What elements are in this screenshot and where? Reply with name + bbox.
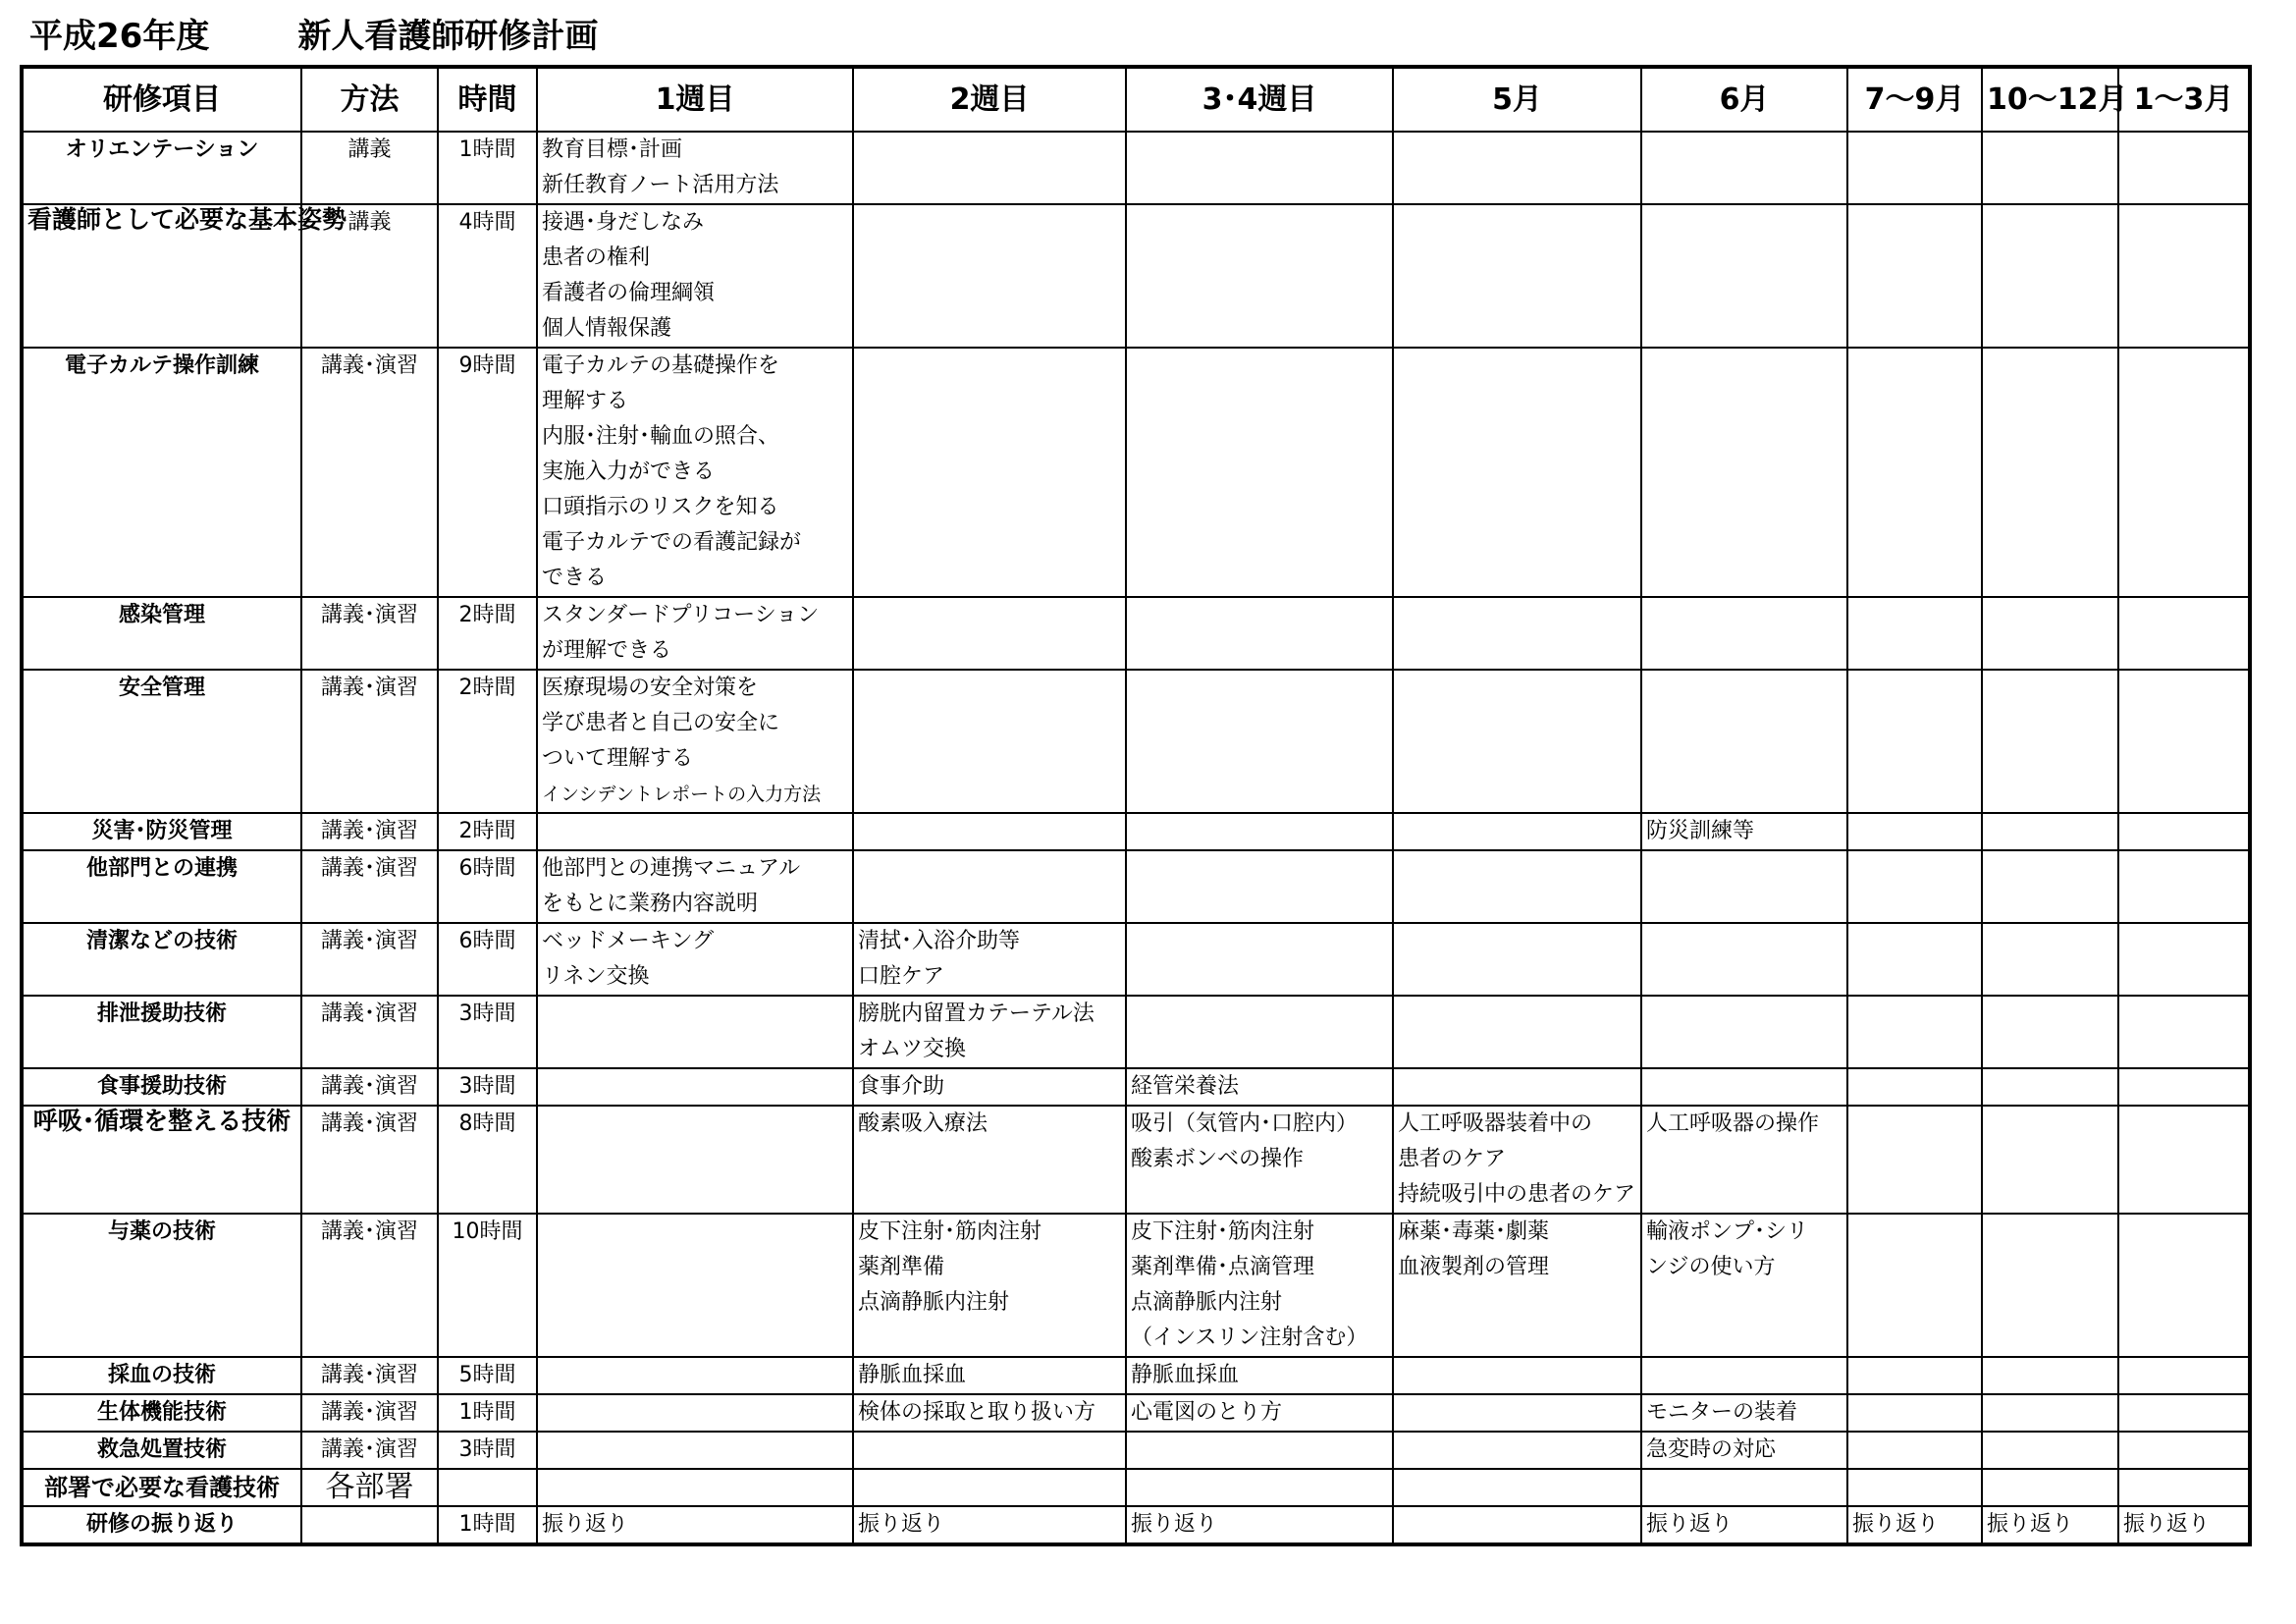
title-name: 新人看護師研修計画 — [297, 16, 599, 56]
schedule-cell-may — [1393, 1469, 1641, 1506]
schedule-cell-jul-sep — [1847, 996, 1982, 1068]
schedule-cell-week2 — [853, 923, 1126, 996]
schedule-cell-jul-sep — [1847, 1469, 1982, 1506]
header-week1: 1週目 — [537, 67, 853, 132]
table-row — [22, 1394, 2250, 1432]
schedule-cell-week34 — [1126, 1068, 1393, 1106]
schedule-cell-week1 — [537, 348, 853, 597]
schedule-cell-jul-sep — [1847, 1106, 1982, 1214]
schedule-line: 人工呼吸器装着中の — [1398, 1111, 1593, 1136]
schedule-cell-week1 — [537, 850, 853, 923]
schedule-cell-week1 — [537, 597, 853, 670]
schedule-cell-week2 — [853, 996, 1126, 1068]
schedule-line: 患者のケア — [1398, 1147, 1507, 1171]
schedule-cell-may — [1393, 1506, 1641, 1544]
training-item: 他部門との連携 — [22, 850, 301, 923]
schedule-cell-june — [1641, 1432, 1847, 1469]
method-cell: 講義･演習 — [301, 1432, 438, 1469]
schedule-line: 経管栄養法 — [1131, 1074, 1240, 1099]
schedule-cell-june — [1641, 348, 1847, 597]
schedule-line: 静脈血採血 — [1131, 1363, 1240, 1387]
table-row — [22, 597, 2250, 670]
schedule-cell-jul-sep — [1847, 1432, 1982, 1469]
schedule-cell-jul-sep — [1847, 1068, 1982, 1106]
schedule-cell-may — [1393, 1068, 1641, 1106]
schedule-cell-june — [1641, 1394, 1847, 1432]
time-cell: 6時間 — [438, 923, 537, 996]
time-cell: 8時間 — [438, 1106, 537, 1214]
schedule-line: 理解する — [542, 389, 629, 413]
schedule-cell-jan-mar — [2118, 670, 2250, 813]
schedule-line: 電子カルテの基礎操作を — [542, 353, 780, 378]
method-cell: 講義 — [301, 132, 438, 204]
schedule-cell-week1 — [537, 923, 853, 996]
time-cell: 4時間 — [438, 204, 537, 348]
schedule-line: 教育目標･計画 — [542, 137, 683, 162]
schedule-cell-week34 — [1126, 1357, 1393, 1394]
schedule-cell-oct-dec — [1982, 813, 2118, 850]
table-row — [22, 1068, 2250, 1106]
schedule-line: 個人情報保護 — [542, 316, 672, 341]
table-row — [22, 132, 2250, 204]
schedule-cell-oct-dec — [1982, 597, 2118, 670]
time-cell — [438, 1469, 537, 1506]
header-item: 研修項目 — [22, 67, 301, 132]
schedule-cell-week2 — [853, 850, 1126, 923]
header-week34: 3･4週目 — [1126, 67, 1393, 132]
schedule-line: 口腔ケア — [858, 964, 945, 989]
training-item: 排泄援助技術 — [22, 996, 301, 1068]
schedule-cell-oct-dec — [1982, 132, 2118, 204]
training-item: 看護師として必要な基本姿勢 — [22, 204, 301, 348]
document-title — [29, 8, 598, 57]
schedule-line: 急変時の対応 — [1646, 1437, 1777, 1462]
schedule-cell-may — [1393, 1394, 1641, 1432]
table-row — [22, 1506, 2250, 1544]
method-cell: 講義･演習 — [301, 670, 438, 813]
schedule-cell-week2 — [853, 1357, 1126, 1394]
schedule-cell-may — [1393, 204, 1641, 348]
schedule-cell-jan-mar — [2118, 1394, 2250, 1432]
schedule-cell-may — [1393, 132, 1641, 204]
schedule-line: 振り返り — [858, 1512, 945, 1537]
schedule-line: 心電図のとり方 — [1131, 1400, 1283, 1425]
schedule-cell-week34 — [1126, 132, 1393, 204]
table-row — [22, 1106, 2250, 1214]
schedule-cell-week2 — [853, 1106, 1126, 1214]
schedule-cell-jan-mar — [2118, 597, 2250, 670]
schedule-line: スタンダードプリコーション — [542, 603, 820, 627]
schedule-line: 新任教育ノート活用方法 — [542, 173, 779, 197]
schedule-line: モニターの装着 — [1646, 1400, 1798, 1425]
schedule-cell-may — [1393, 670, 1641, 813]
schedule-cell-week34 — [1126, 1106, 1393, 1214]
schedule-line: 血液製剤の管理 — [1398, 1255, 1550, 1279]
training-item: 呼吸･循環を整える技術 — [22, 1106, 301, 1214]
schedule-line: 振り返り — [1852, 1512, 1940, 1537]
training-item: 災害･防災管理 — [22, 813, 301, 850]
schedule-cell-week34 — [1126, 348, 1393, 597]
training-item: 研修の振り返り — [22, 1506, 301, 1544]
schedule-cell-june — [1641, 1106, 1847, 1214]
schedule-cell-week1 — [537, 204, 853, 348]
training-plan-table — [20, 65, 2252, 1546]
schedule-line: 振り返り — [1131, 1512, 1218, 1537]
schedule-line: 皮下注射･筋肉注射 — [1131, 1219, 1315, 1244]
schedule-cell-week1 — [537, 1432, 853, 1469]
schedule-cell-oct-dec — [1982, 1469, 2118, 1506]
training-item: オリエンテーション — [22, 132, 301, 204]
table-row — [22, 923, 2250, 996]
schedule-line: 清拭･入浴介助等 — [858, 929, 1021, 953]
schedule-cell-jul-sep — [1847, 1357, 1982, 1394]
table-row — [22, 1469, 2250, 1506]
schedule-cell-week2 — [853, 813, 1126, 850]
schedule-line: インシデントレポートの入力方法 — [542, 784, 822, 805]
time-cell: 5時間 — [438, 1357, 537, 1394]
schedule-cell-week1 — [537, 1506, 853, 1544]
schedule-cell-june — [1641, 850, 1847, 923]
time-cell: 2時間 — [438, 813, 537, 850]
schedule-line: 食事介助 — [858, 1074, 945, 1099]
time-cell: 3時間 — [438, 1432, 537, 1469]
schedule-cell-week2 — [853, 1214, 1126, 1357]
schedule-cell-week1 — [537, 1394, 853, 1432]
schedule-cell-jan-mar — [2118, 1469, 2250, 1506]
schedule-cell-june — [1641, 1357, 1847, 1394]
schedule-cell-june — [1641, 132, 1847, 204]
schedule-line: 振り返り — [542, 1512, 629, 1537]
schedule-line: 看護者の倫理綱領 — [542, 281, 716, 305]
schedule-cell-june — [1641, 923, 1847, 996]
schedule-cell-week2 — [853, 348, 1126, 597]
schedule-cell-oct-dec — [1982, 996, 2118, 1068]
schedule-cell-may — [1393, 597, 1641, 670]
training-item: 部署で必要な看護技術 — [22, 1469, 301, 1506]
table-row — [22, 1357, 2250, 1394]
table-row — [22, 996, 2250, 1068]
schedule-cell-week34 — [1126, 1506, 1393, 1544]
schedule-line: 薬剤準備 — [858, 1255, 945, 1279]
schedule-line: できる — [542, 566, 608, 590]
schedule-cell-jul-sep — [1847, 1506, 1982, 1544]
schedule-line: 防災訓練等 — [1646, 819, 1755, 843]
schedule-line: 振り返り — [1987, 1512, 2074, 1537]
schedule-cell-week34 — [1126, 1394, 1393, 1432]
training-item: 救急処置技術 — [22, 1432, 301, 1469]
schedule-line: をもとに業務内容説明 — [542, 892, 759, 916]
schedule-cell-oct-dec — [1982, 1394, 2118, 1432]
time-cell: 1時間 — [438, 1506, 537, 1544]
header-method: 方法 — [301, 67, 438, 132]
schedule-cell-may — [1393, 996, 1641, 1068]
schedule-cell-june — [1641, 996, 1847, 1068]
method-cell: 講義･演習 — [301, 813, 438, 850]
schedule-cell-week1 — [537, 670, 853, 813]
schedule-cell-jan-mar — [2118, 1106, 2250, 1214]
time-cell: 2時間 — [438, 597, 537, 670]
schedule-cell-may — [1393, 923, 1641, 996]
schedule-line: 吸引（気管内･口腔内） — [1131, 1111, 1359, 1136]
schedule-cell-may — [1393, 348, 1641, 597]
time-cell: 1時間 — [438, 1394, 537, 1432]
schedule-cell-oct-dec — [1982, 670, 2118, 813]
schedule-cell-oct-dec — [1982, 348, 2118, 597]
header-jul-sep: 7～9月 — [1847, 67, 1982, 132]
schedule-cell-june — [1641, 1068, 1847, 1106]
schedule-cell-jul-sep — [1847, 597, 1982, 670]
header-row — [22, 67, 2250, 132]
schedule-cell-may — [1393, 850, 1641, 923]
schedule-cell-june — [1641, 1469, 1847, 1506]
training-item: 採血の技術 — [22, 1357, 301, 1394]
schedule-cell-oct-dec — [1982, 1506, 2118, 1544]
schedule-cell-jul-sep — [1847, 1394, 1982, 1432]
schedule-cell-week34 — [1126, 996, 1393, 1068]
schedule-cell-jul-sep — [1847, 348, 1982, 597]
schedule-line: 振り返り — [2123, 1512, 2211, 1537]
schedule-line: 患者の権利 — [542, 245, 651, 270]
schedule-line: 実施入力ができる — [542, 460, 716, 484]
table-row — [22, 1432, 2250, 1469]
schedule-cell-june — [1641, 1214, 1847, 1357]
schedule-cell-jan-mar — [2118, 1506, 2250, 1544]
schedule-cell-june — [1641, 670, 1847, 813]
header-may: 5月 — [1393, 67, 1641, 132]
header-june: 6月 — [1641, 67, 1847, 132]
schedule-cell-oct-dec — [1982, 1068, 2118, 1106]
schedule-cell-jan-mar — [2118, 923, 2250, 996]
schedule-cell-week1 — [537, 1469, 853, 1506]
schedule-cell-oct-dec — [1982, 850, 2118, 923]
schedule-line: ベッドメーキング — [542, 929, 715, 953]
method-cell: 講義･演習 — [301, 1214, 438, 1357]
schedule-cell-jan-mar — [2118, 204, 2250, 348]
schedule-cell-jan-mar — [2118, 850, 2250, 923]
time-cell: 6時間 — [438, 850, 537, 923]
schedule-cell-week1 — [537, 132, 853, 204]
schedule-cell-jan-mar — [2118, 996, 2250, 1068]
schedule-cell-week34 — [1126, 1214, 1393, 1357]
schedule-line: 医療現場の安全対策を — [542, 676, 759, 700]
time-cell: 1時間 — [438, 132, 537, 204]
schedule-cell-week1 — [537, 1214, 853, 1357]
schedule-cell-may — [1393, 1214, 1641, 1357]
time-cell: 3時間 — [438, 1068, 537, 1106]
schedule-cell-week34 — [1126, 813, 1393, 850]
schedule-cell-jul-sep — [1847, 850, 1982, 923]
schedule-cell-jan-mar — [2118, 1214, 2250, 1357]
schedule-cell-jan-mar — [2118, 132, 2250, 204]
schedule-line: が理解できる — [542, 638, 672, 663]
method-cell: 講義 — [301, 204, 438, 348]
schedule-cell-week34 — [1126, 597, 1393, 670]
schedule-cell-may — [1393, 1106, 1641, 1214]
method-cell: 講義･演習 — [301, 1106, 438, 1214]
table-row — [22, 813, 2250, 850]
training-item: 食事援助技術 — [22, 1068, 301, 1106]
method-cell: 講義･演習 — [301, 1394, 438, 1432]
schedule-cell-jul-sep — [1847, 204, 1982, 348]
schedule-cell-jan-mar — [2118, 1068, 2250, 1106]
schedule-line: 酸素ボンベの操作 — [1131, 1147, 1305, 1171]
schedule-cell-oct-dec — [1982, 923, 2118, 996]
training-item: 感染管理 — [22, 597, 301, 670]
schedule-line: ンジの使い方 — [1646, 1255, 1776, 1279]
training-item: 清潔などの技術 — [22, 923, 301, 996]
method-cell: 講義･演習 — [301, 923, 438, 996]
schedule-line: ついて理解する — [542, 746, 694, 771]
schedule-cell-week2 — [853, 132, 1126, 204]
schedule-cell-week2 — [853, 1506, 1126, 1544]
schedule-cell-may — [1393, 813, 1641, 850]
schedule-line: 酸素吸入療法 — [858, 1111, 988, 1136]
schedule-cell-jan-mar — [2118, 1432, 2250, 1469]
method-cell: 講義･演習 — [301, 996, 438, 1068]
table-row — [22, 670, 2250, 813]
header-oct-dec: 10～12月 — [1982, 67, 2118, 132]
schedule-cell-june — [1641, 813, 1847, 850]
schedule-cell-week1 — [537, 1068, 853, 1106]
schedule-cell-week1 — [537, 1357, 853, 1394]
schedule-line: 皮下注射･筋肉注射 — [858, 1219, 1042, 1244]
schedule-cell-jul-sep — [1847, 1214, 1982, 1357]
schedule-cell-week1 — [537, 813, 853, 850]
schedule-cell-may — [1393, 1357, 1641, 1394]
schedule-cell-week2 — [853, 670, 1126, 813]
training-item: 安全管理 — [22, 670, 301, 813]
schedule-cell-may — [1393, 1432, 1641, 1469]
schedule-cell-week2 — [853, 1432, 1126, 1469]
schedule-cell-jan-mar — [2118, 813, 2250, 850]
method-cell: 講義･演習 — [301, 348, 438, 597]
schedule-cell-week2 — [853, 597, 1126, 670]
schedule-line: 点滴静脈内注射 — [1131, 1290, 1283, 1315]
schedule-cell-oct-dec — [1982, 204, 2118, 348]
schedule-cell-jul-sep — [1847, 923, 1982, 996]
schedule-line: 人工呼吸器の操作 — [1646, 1111, 1820, 1136]
schedule-line: 口頭指示のリスクを知る — [542, 495, 779, 519]
schedule-cell-oct-dec — [1982, 1357, 2118, 1394]
schedule-cell-oct-dec — [1982, 1214, 2118, 1357]
schedule-cell-june — [1641, 597, 1847, 670]
method-cell: 各部署 — [301, 1469, 438, 1506]
table-row — [22, 1214, 2250, 1357]
table-row — [22, 348, 2250, 597]
schedule-cell-week34 — [1126, 923, 1393, 996]
schedule-cell-week2 — [853, 1394, 1126, 1432]
schedule-cell-week1 — [537, 996, 853, 1068]
training-item: 与薬の技術 — [22, 1214, 301, 1357]
method-cell: 講義･演習 — [301, 1068, 438, 1106]
schedule-cell-jan-mar — [2118, 1357, 2250, 1394]
schedule-cell-june — [1641, 204, 1847, 348]
schedule-cell-oct-dec — [1982, 1106, 2118, 1214]
schedule-cell-week34 — [1126, 204, 1393, 348]
schedule-line: （インスリン注射含む） — [1131, 1326, 1368, 1350]
schedule-cell-week2 — [853, 1469, 1126, 1506]
schedule-cell-week2 — [853, 204, 1126, 348]
header-week2: 2週目 — [853, 67, 1126, 132]
schedule-cell-week34 — [1126, 1469, 1393, 1506]
schedule-line: 検体の採取と取り扱い方 — [858, 1400, 1096, 1425]
schedule-line: 接遇･身だしなみ — [542, 210, 705, 235]
schedule-cell-week34 — [1126, 1432, 1393, 1469]
schedule-line: 電子カルテでの看護記録が — [542, 530, 802, 555]
method-cell: 講義･演習 — [301, 1357, 438, 1394]
schedule-line: 内服･注射･輸血の照合、 — [542, 424, 780, 449]
time-cell: 3時間 — [438, 996, 537, 1068]
schedule-cell-week1 — [537, 1106, 853, 1214]
method-cell: 講義･演習 — [301, 597, 438, 670]
schedule-line: 点滴静脈内注射 — [858, 1290, 1010, 1315]
schedule-line: 輸液ポンプ･シリ — [1646, 1219, 1809, 1244]
schedule-line: オムツ交換 — [858, 1037, 967, 1061]
schedule-line: 静脈血採血 — [858, 1363, 967, 1387]
title-year: 平成26年度 — [29, 16, 210, 56]
header-time: 時間 — [438, 67, 537, 132]
schedule-cell-week34 — [1126, 670, 1393, 813]
schedule-line: 学び患者と自己の安全に — [542, 711, 780, 735]
schedule-cell-oct-dec — [1982, 1432, 2118, 1469]
schedule-line: 他部門との連携マニュアル — [542, 856, 801, 881]
schedule-line: 膀胱内留置カテーテル法 — [858, 1001, 1095, 1026]
training-item: 生体機能技術 — [22, 1394, 301, 1432]
schedule-cell-week34 — [1126, 850, 1393, 923]
time-cell: 10時間 — [438, 1214, 537, 1357]
schedule-line: リネン交換 — [542, 964, 650, 989]
time-cell: 2時間 — [438, 670, 537, 813]
schedule-line: 持続吸引中の患者のケア — [1398, 1182, 1636, 1207]
schedule-line: 薬剤準備･点滴管理 — [1131, 1255, 1315, 1279]
schedule-line: 麻薬･毒薬･劇薬 — [1398, 1219, 1550, 1244]
header-jan-mar: 1～3月 — [2118, 67, 2250, 132]
schedule-cell-jul-sep — [1847, 670, 1982, 813]
schedule-cell-jul-sep — [1847, 813, 1982, 850]
training-item: 電子カルテ操作訓練 — [22, 348, 301, 597]
schedule-line: 振り返り — [1646, 1512, 1734, 1537]
table-row — [22, 204, 2250, 348]
schedule-cell-june — [1641, 1506, 1847, 1544]
table-row — [22, 850, 2250, 923]
schedule-cell-jul-sep — [1847, 132, 1982, 204]
time-cell: 9時間 — [438, 348, 537, 597]
method-cell — [301, 1506, 438, 1544]
schedule-cell-jan-mar — [2118, 348, 2250, 597]
schedule-cell-week2 — [853, 1068, 1126, 1106]
method-cell: 講義･演習 — [301, 850, 438, 923]
